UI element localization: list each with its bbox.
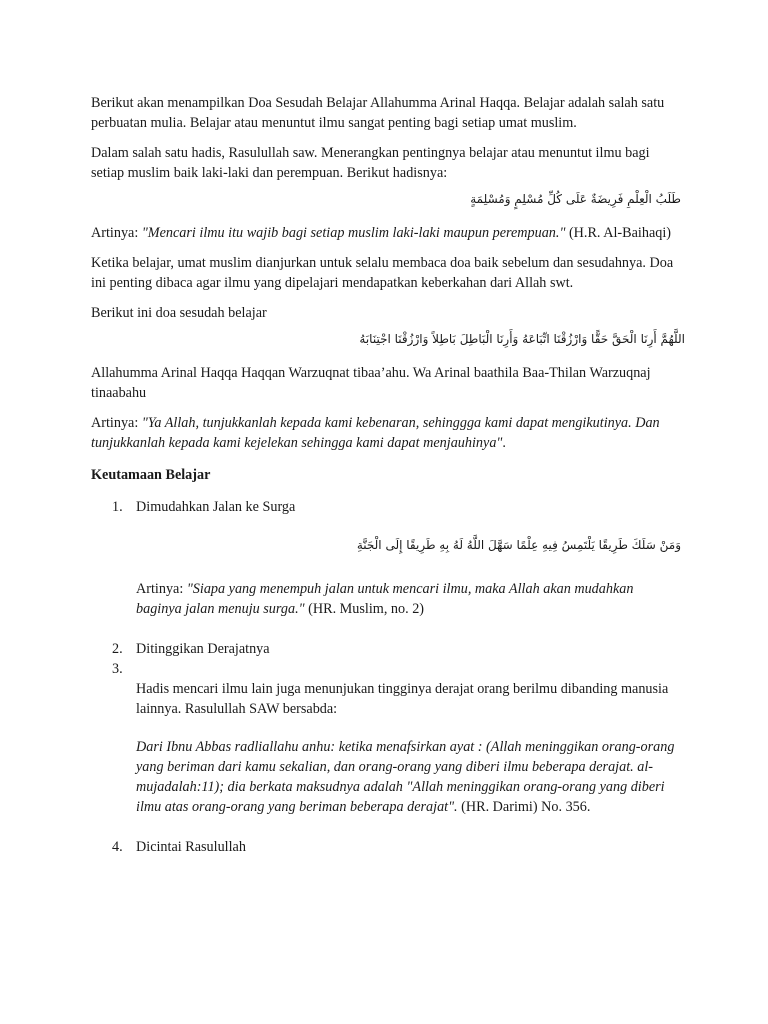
list-item-title: Dicintai Rasulullah [136, 839, 246, 855]
item1-translation-label: Artinya: [136, 581, 187, 597]
intro-paragraph-3: Ketika belajar, umat muslim dianjurkan untuk selalu membaca doa baik sebelum dan sesudahnya. Doa ini penting dibaca agar ilmu yang dipelajari mendapatkan keberkahan dari Allah swt. [91, 255, 674, 291]
item3-quote-source: (HR. Darimi) No. 356. [457, 799, 591, 815]
list-item-number: 4. [112, 839, 123, 855]
doa-translation-quote: "Ya Allah, tunjukkanlah kepada kami kebenaran, sehinggga kami dapat mengikutinya. Dan tunjukkanlah kepada kami kejelekan sehingga kami dapat menjauhinya" [91, 415, 660, 451]
hadith-translation [91, 223, 681, 243]
intro-paragraph-4: Berikut ini doa sesudah belajar [91, 305, 267, 321]
doa-arabic-text: اللَّهُمَّ أَرِنَا الْحَقَّ حَقًّا وَارْزُقْنَا اتِّبَاعَهُ وَأَرِنَا الْبَاطِلَ بَاطِلاً وَارْزُقْنَا اجْتِنَابَهُ [359, 332, 685, 346]
doa-translation [91, 413, 681, 453]
keutamaan-list [91, 497, 681, 517]
document-body [91, 93, 685, 857]
keutamaan-list-continued [91, 639, 681, 679]
section-heading-keutamaan: Keutamaan Belajar [91, 467, 211, 483]
hadith-arabic-text: طَلَبُ الْعِلْمِ فَرِيضَةٌ عَلَى كُلِّ مُسْلِمٍ وَمُسْلِمَةٍ [470, 192, 681, 206]
intro-paragraph-2: Dalam salah satu hadis, Rasulullah saw. Menerangkan pentingnya belajar atau menuntut ilmu bagi setiap muslim baik laki-laki dan perempuan. Berikut hadisnya: [91, 145, 650, 181]
list-item [91, 837, 681, 857]
item1-arabic-text: وَمَنْ سَلَكَ طَرِيقًا يَلْتَمِسُ فِيهِ عِلْمًا سَهَّلَ اللَّهُ لَهُ بِهِ طَرِيقًا إِلَى الْجَنَّةِ [356, 538, 681, 552]
item3-hadith-quote [136, 737, 681, 817]
doa-translation-end: . [502, 435, 506, 451]
intro-paragraph-1: Berikut akan menampilkan Doa Sesudah Belajar Allahumma Arinal Haqqa. Belajar adalah salah satu perbuatan mulia. Belajar atau menuntut ilmu sangat penting bagi setiap umat muslim. [91, 95, 665, 131]
item3-paragraph: Hadis mencari ilmu lain juga menunjukan tingginya derajat orang berilmu dibanding manusia lainnya. Rasulullah SAW bersabda: [136, 681, 669, 717]
list-item [91, 659, 681, 679]
doa-latin-text: Allahumma Arinal Haqqa Haqqan Warzuqnat tibaa’ahu. Wa Arinal baathila Baa-Thilan Warzuqnaj tinaabahu [91, 365, 651, 401]
item1-translation [136, 579, 681, 619]
doa-translation-label: Artinya: [91, 415, 142, 431]
translation-label: Artinya: [91, 225, 142, 241]
list-item-title: Ditinggikan Derajatnya [136, 641, 270, 657]
list-item-number: 1. [112, 499, 123, 515]
item3-quote-text: Dari Ibnu Abbas radliallahu anhu: ketika menafsirkan ayat : (Allah meninggikan orang-orang yang beriman dari kamu sekalian, dan orang-orang yang diberi ilmu beberapa derajat. al-mujadalah:11); dia berkata maksudnya adalah "Allah meninggikan orang-orang yang diberi ilmu atas orang-orang yang beriman beberapa derajat". [136, 739, 675, 815]
item1-translation-quote: "Siapa yang menempuh jalan untuk mencari ilmu, maka Allah akan mudahkan baginya jalan menuju surga." [136, 581, 634, 617]
list-item-number: 2. [112, 641, 123, 657]
list-item [91, 639, 681, 659]
translation-source: (H.R. Al-Baihaqi) [565, 225, 672, 241]
keutamaan-list-end [91, 837, 681, 857]
list-item-title: Dimudahkan Jalan ke Surga [136, 499, 296, 515]
list-item-number: 3. [112, 661, 123, 677]
translation-quote: "Mencari ilmu itu wajib bagi setiap muslim laki-laki maupun perempuan." [141, 225, 566, 241]
item1-translation-source: (HR. Muslim, no. 2) [304, 601, 425, 617]
list-item [91, 497, 681, 517]
